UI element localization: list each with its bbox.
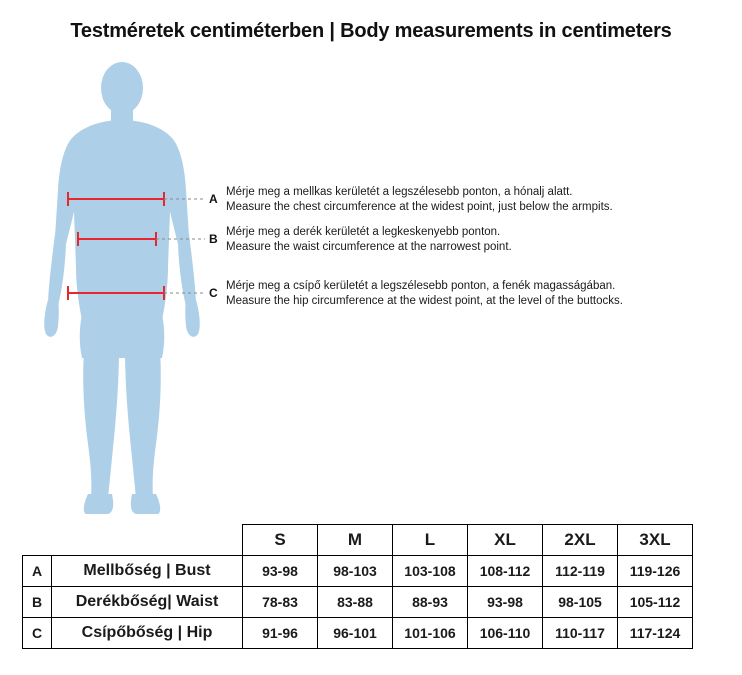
cell-bust-l: 103-108 [393,556,468,587]
table-row [23,556,693,587]
annotation-letter-c: C [209,286,218,300]
cell-waist-2xl: 98-105 [543,587,618,618]
table-row [23,618,693,649]
size-table [22,524,693,649]
row-label-waist: Derékbőség| Waist [52,587,243,618]
row-label-bust: Mellbőség | Bust [52,556,243,587]
cell-waist-s: 78-83 [243,587,318,618]
annotation-b-en: Measure the waist circumference at the narrowest point. [226,241,512,253]
cell-waist-m: 83-88 [318,587,393,618]
cell-hip-s: 91-96 [243,618,318,649]
header-size-m: M [318,525,393,556]
cell-bust-xl: 108-112 [468,556,543,587]
header-size-3xl: 3XL [618,525,693,556]
annotation-b-hu: Mérje meg a derék kerületét a legkeskenyebb ponton. [226,226,501,238]
table-header-row [23,525,693,556]
annotation-letter-b: B [209,232,218,246]
row-label-hip: Csípőbőség | Hip [52,618,243,649]
annotation-a-hu: Mérje meg a mellkas kerületét a legszélesebb ponton, a hónalj alatt. [226,186,573,198]
cell-bust-m: 98-103 [318,556,393,587]
cell-bust-3xl: 119-126 [618,556,693,587]
cell-hip-2xl: 110-117 [543,618,618,649]
page-title: Testméretek centiméterben | Body measurements in centimeters [70,20,672,42]
header-size-xl: XL [468,525,543,556]
row-letter-a: A [23,556,52,587]
annotation-c [226,279,623,309]
annotation-b [226,225,512,255]
cell-hip-m: 96-101 [318,618,393,649]
cell-hip-l: 101-106 [393,618,468,649]
header-size-l: L [393,525,468,556]
header-spacer-label [52,525,243,556]
cell-bust-2xl: 112-119 [543,556,618,587]
cell-waist-3xl: 105-112 [618,587,693,618]
row-letter-b: B [23,587,52,618]
body-silhouette [22,62,222,532]
row-letter-c: C [23,618,52,649]
annotation-a [226,185,613,215]
cell-hip-xl: 106-110 [468,618,543,649]
cell-hip-3xl: 117-124 [618,618,693,649]
cell-bust-s: 93-98 [243,556,318,587]
annotation-a-en: Measure the chest circumference at the widest point, just below the armpits. [226,201,613,213]
annotation-letter-a: A [209,192,218,206]
annotation-c-hu: Mérje meg a csípő kerületét a legszélesebb ponton, a fenék magasságában. [226,280,616,292]
header-spacer-letter [23,525,52,556]
cell-waist-xl: 93-98 [468,587,543,618]
table-row [23,587,693,618]
header-size-2xl: 2XL [543,525,618,556]
header-size-s: S [243,525,318,556]
cell-waist-l: 88-93 [393,587,468,618]
annotation-c-en: Measure the hip circumference at the widest point, at the level of the buttocks. [226,295,623,307]
